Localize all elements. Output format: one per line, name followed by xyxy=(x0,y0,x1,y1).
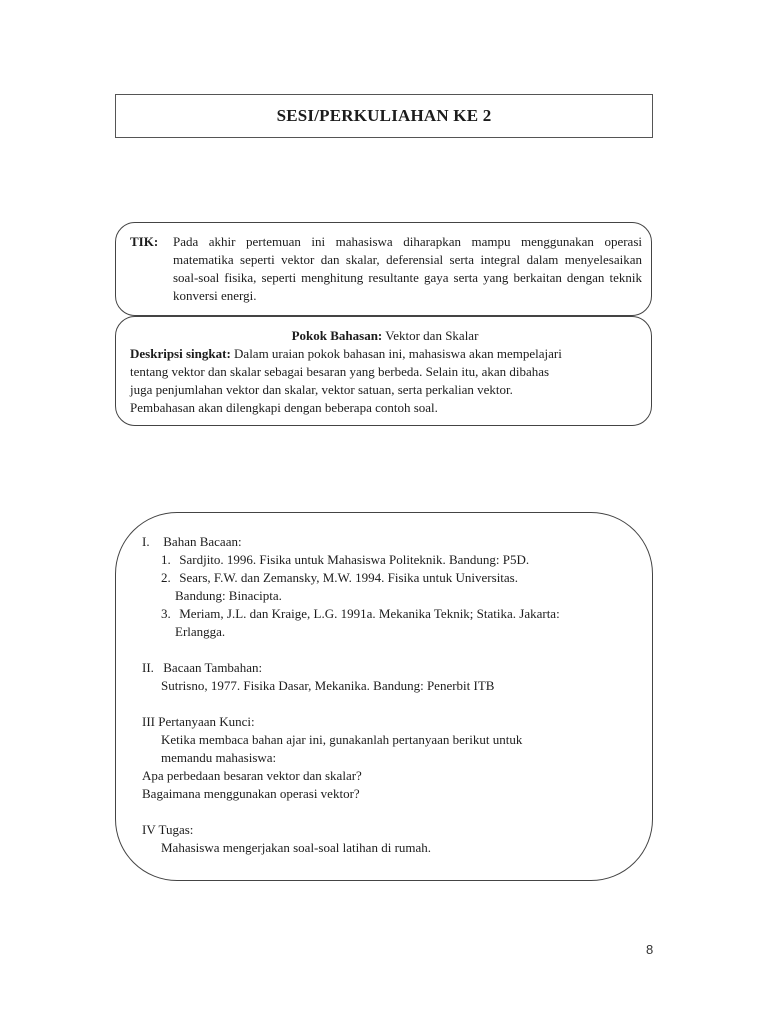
reference-number: 2. xyxy=(161,570,171,585)
key-question: Apa perbedaan besaran vektor dan skalar? xyxy=(142,768,362,783)
pokok-bahasan-box xyxy=(115,316,652,426)
reading-materials-box xyxy=(115,512,653,881)
section-heading-pertanyaan-kunci: III Pertanyaan Kunci: xyxy=(142,714,255,729)
reference-text: Meriam, J.L. dan Kraige, L.G. 1991a. Mekanika Teknik; Statika. Jakarta: xyxy=(179,606,560,621)
reference-text: Sardjito. 1996. Fisika untuk Mahasiswa Politeknik. Bandung: P5D. xyxy=(179,552,530,567)
pokok-bahasan-heading xyxy=(130,327,640,345)
reference-item xyxy=(142,569,642,587)
section-heading-text: Bahan Bacaan: xyxy=(163,534,242,549)
deskripsi-text: juga penjumlahan vektor dan skalar, vektor satuan, serta perkalian vektor. xyxy=(130,382,513,397)
reference-item xyxy=(142,551,642,569)
reference-text: Sears, F.W. dan Zemansky, M.W. 1994. Fisika untuk Universitas. xyxy=(179,570,518,585)
tik-label: TIK: xyxy=(130,234,159,249)
deskripsi-text: tentang vektor dan skalar sebagai besaran yang berbeda. Selain itu, akan dibahas xyxy=(130,364,550,379)
assignment-text: Mahasiswa mengerjakan soal-soal latihan di rumah. xyxy=(161,840,432,855)
reference-text-continued: Bandung: Binacipta. xyxy=(175,588,282,603)
pokok-bahasan-label: Pokok Bahasan: xyxy=(291,328,383,343)
reference-item xyxy=(142,605,642,623)
additional-reading-text: Sutrisno, 1977. Fisika Dasar, Mekanika. Bandung: Penerbit ITB xyxy=(161,678,495,693)
key-questions-intro: memandu mahasiswa: xyxy=(161,750,277,765)
page-number: 8 xyxy=(646,942,654,957)
section-heading-tugas: IV Tugas: xyxy=(142,822,194,837)
deskripsi-label: Deskripsi singkat: xyxy=(130,346,231,361)
pokok-bahasan-value: Vektor dan Skalar xyxy=(385,328,479,343)
section-numeral: II. xyxy=(142,660,154,675)
session-title: SESI/PERKULIAHAN KE 2 xyxy=(276,106,492,125)
tik-text: Pada akhir pertemuan ini mahasiswa diharapkan mampu menggunakan operasi matematika seperti vektor dan skalar, deferensial serta integral dalam menyelesaikan soal-soal fisika, seperti menghitung resultante gaya serta yang berkaitan dengan teknik konversi energi. xyxy=(173,234,642,303)
deskripsi-text: Pembahasan akan dilengkapi dengan beberapa contoh soal. xyxy=(130,400,438,415)
reference-text-continued: Erlangga. xyxy=(175,624,226,639)
deskripsi-line xyxy=(130,345,640,363)
reference-number: 3. xyxy=(161,606,171,621)
deskripsi-text: Dalam uraian pokok bahasan ini, mahasiswa akan mempelajari xyxy=(234,346,562,361)
section-heading-bacaan-tambahan xyxy=(142,659,642,677)
tik-box xyxy=(115,222,652,316)
key-question: Bagaimana menggunakan operasi vektor? xyxy=(142,786,360,801)
reference-number: 1. xyxy=(161,552,171,567)
session-title-box xyxy=(115,94,653,138)
key-questions-intro: Ketika membaca bahan ajar ini, gunakanlah pertanyaan berikut untuk xyxy=(161,732,523,747)
section-heading-text: Bacaan Tambahan: xyxy=(163,660,263,675)
section-numeral: I. xyxy=(142,534,150,549)
section-heading-bahan-bacaan xyxy=(142,533,642,551)
